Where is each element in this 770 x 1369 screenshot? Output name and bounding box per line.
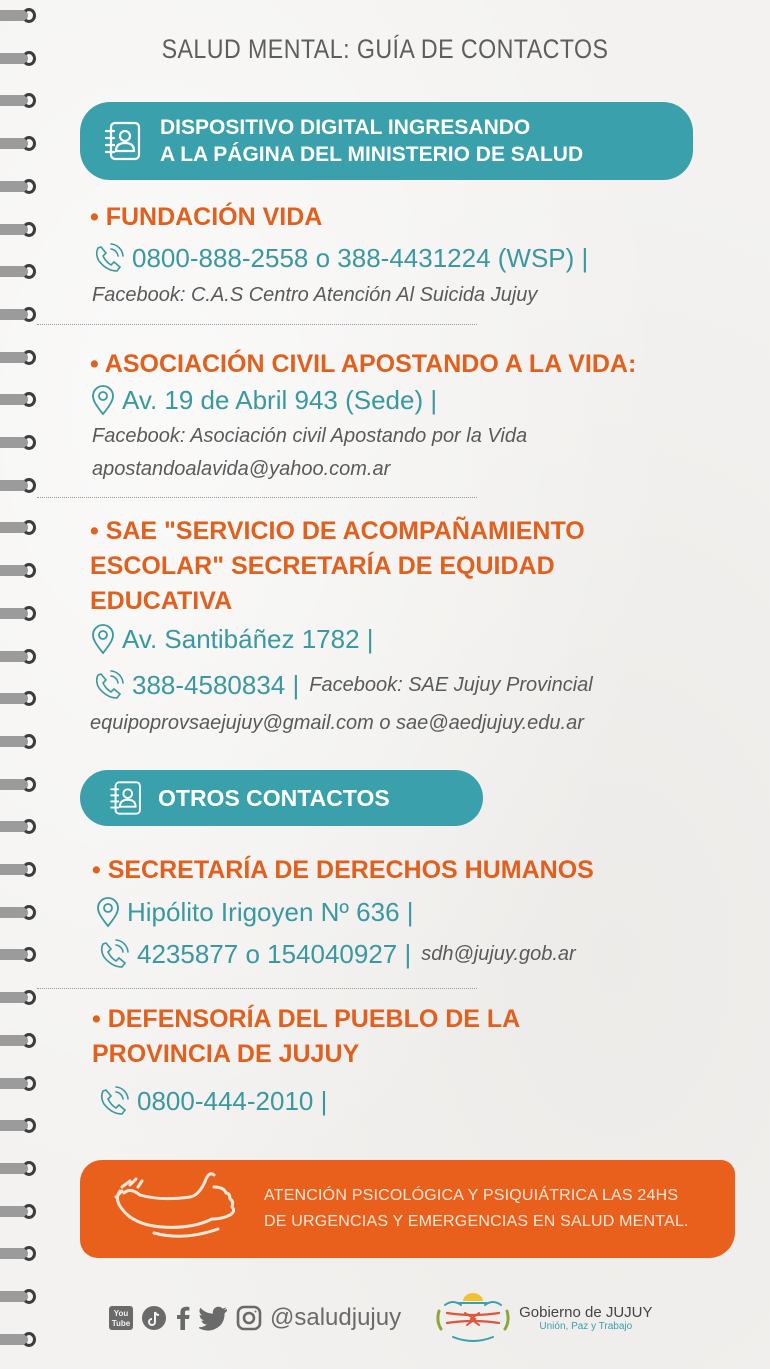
spiral-ring xyxy=(0,778,34,792)
spiral-ring xyxy=(0,906,34,920)
svg-text:Tube: Tube xyxy=(111,1319,131,1328)
banner-line1: ATENCIÓN PSICOLÓGICA Y PSIQUIÁTRICA LAS 24HS xyxy=(264,1187,679,1204)
phone-icon xyxy=(97,1084,131,1118)
spiral-ring xyxy=(0,1162,34,1176)
spiral-binding xyxy=(0,0,40,1369)
spiral-ring xyxy=(0,436,34,450)
spiral-ring xyxy=(0,137,34,151)
spiral-ring xyxy=(0,265,34,279)
instagram-icon[interactable] xyxy=(236,1305,262,1331)
twitter-icon[interactable] xyxy=(199,1305,229,1331)
section-header-line1: DISPOSITIVO DIGITAL INGRESANDO xyxy=(160,116,531,139)
contact-book-icon xyxy=(100,118,146,164)
phone-icon xyxy=(92,241,126,275)
spiral-ring xyxy=(0,1119,34,1133)
separator xyxy=(37,988,477,989)
spiral-ring xyxy=(0,52,34,66)
phone-text[interactable]: 0800-888-2558 o 388-4431224 (WSP) | xyxy=(132,242,589,273)
banner-line2: DE URGENCIAS Y EMERGENCIAS EN SALUD MENTAL. xyxy=(264,1213,689,1230)
location-pin-icon xyxy=(95,896,121,928)
heading-line: EDUCATIVA xyxy=(90,587,233,615)
spiral-ring xyxy=(0,393,34,407)
page-title: SALUD MENTAL: GUÍA DE CONTACTOS xyxy=(161,34,609,64)
section-header-line2: A LA PÁGINA DEL MINISTERIO DE SALUD xyxy=(160,143,584,166)
contact-name-derechos-humanos: • SECRETARÍA DE DERECHOS HUMANOS xyxy=(92,856,594,884)
spiral-ring xyxy=(0,9,34,23)
emergency-banner xyxy=(80,1160,735,1258)
facebook-text: Facebook: C.A.S Centro Atención Al Suicida Jujuy xyxy=(92,284,538,306)
hug-hands-icon xyxy=(110,1169,250,1249)
spiral-ring xyxy=(0,1205,34,1219)
spiral-ring xyxy=(0,223,34,237)
contact-phone xyxy=(92,668,593,702)
gobierno-jujuy-logo xyxy=(431,1287,652,1349)
phone-text[interactable]: 0800-444-2010 | xyxy=(137,1085,328,1116)
phone-text[interactable]: 388-4580834 | xyxy=(132,669,300,700)
contact-address xyxy=(95,896,414,928)
spiral-ring xyxy=(0,351,34,365)
logo-title: Gobierno de JUJUY xyxy=(519,1304,653,1321)
tiktok-icon[interactable] xyxy=(141,1305,167,1331)
heading-line: ESCOLAR" SECRETARÍA DE EQUIDAD xyxy=(90,552,555,580)
heading-line: • DEFENSORÍA DEL PUEBLO DE LA xyxy=(92,1005,521,1033)
email-text[interactable]: equipoprovsaejujuy@gmail.com o sae@aedjujuy.edu.ar xyxy=(90,712,584,734)
email-text[interactable]: sdh@jujuy.gob.ar xyxy=(421,942,576,965)
contact-phone xyxy=(92,241,588,275)
spiral-ring xyxy=(0,650,34,664)
separator xyxy=(37,324,477,325)
spiral-ring xyxy=(0,820,34,834)
spiral-ring xyxy=(0,948,34,962)
contact-book-icon xyxy=(106,778,146,818)
contact-phone xyxy=(97,937,576,971)
spiral-ring xyxy=(0,863,34,877)
contact-name-apostando: • ASOCIACIÓN CIVIL APOSTANDO A LA VIDA: xyxy=(90,350,637,378)
email-text[interactable]: apostandoalavida@yahoo.com.ar xyxy=(92,458,391,480)
section-header-digital-device xyxy=(80,102,693,180)
spiral-ring xyxy=(0,735,34,749)
spiral-ring xyxy=(0,607,34,621)
location-pin-icon xyxy=(90,623,116,655)
spiral-ring xyxy=(0,1247,34,1261)
contact-address xyxy=(90,384,437,416)
spiral-ring xyxy=(0,1077,34,1091)
heading-line: PROVINCIA DE JUJUY xyxy=(92,1040,360,1068)
spiral-ring xyxy=(0,692,34,706)
spiral-ring xyxy=(0,991,34,1005)
address-text: Av. 19 de Abril 943 (Sede) | xyxy=(122,384,438,415)
phone-icon xyxy=(92,668,126,702)
spiral-ring xyxy=(0,1333,34,1347)
spiral-ring xyxy=(0,1290,34,1304)
jujuy-emblem-icon xyxy=(431,1287,515,1349)
footer xyxy=(108,1283,653,1353)
spiral-ring xyxy=(0,94,34,108)
separator xyxy=(37,497,477,498)
phone-text[interactable]: 4235877 o 154040927 | xyxy=(137,938,412,969)
phone-icon xyxy=(97,937,131,971)
section-header-other-contacts xyxy=(80,770,483,826)
location-pin-icon xyxy=(90,384,116,416)
section-header-label: OTROS CONTACTOS xyxy=(158,784,390,811)
spiral-ring xyxy=(0,1034,34,1048)
spiral-ring xyxy=(0,308,34,322)
social-icons xyxy=(108,1305,262,1331)
spiral-ring xyxy=(0,564,34,578)
youtube-icon[interactable] xyxy=(108,1305,134,1331)
contact-name-fundacion-vida: • FUNDACIÓN VIDA xyxy=(90,203,323,231)
facebook-icon[interactable] xyxy=(174,1305,192,1331)
logo-subtitle: Unión, Paz y Trabajo xyxy=(539,1321,633,1332)
facebook-text: Facebook: Asociación civil Apostando por la Vida xyxy=(92,425,528,447)
contact-address xyxy=(90,623,374,655)
contact-name-defensoria xyxy=(92,1002,520,1072)
contact-phone xyxy=(97,1084,327,1118)
address-text: Hipólito Irigoyen Nº 636 | xyxy=(127,896,414,927)
spiral-ring xyxy=(0,479,34,493)
svg-text:You: You xyxy=(113,1309,129,1318)
social-handle[interactable]: @saludjujuy xyxy=(270,1304,402,1331)
spiral-ring xyxy=(0,180,34,194)
heading-line: • SAE "SERVICIO DE ACOMPAÑAMIENTO xyxy=(90,517,585,545)
contact-name-sae xyxy=(90,514,585,619)
spiral-ring xyxy=(0,521,34,535)
facebook-text: Facebook: SAE Jujuy Provincial xyxy=(309,673,593,696)
address-text: Av. Santibáñez 1782 | xyxy=(122,623,374,654)
